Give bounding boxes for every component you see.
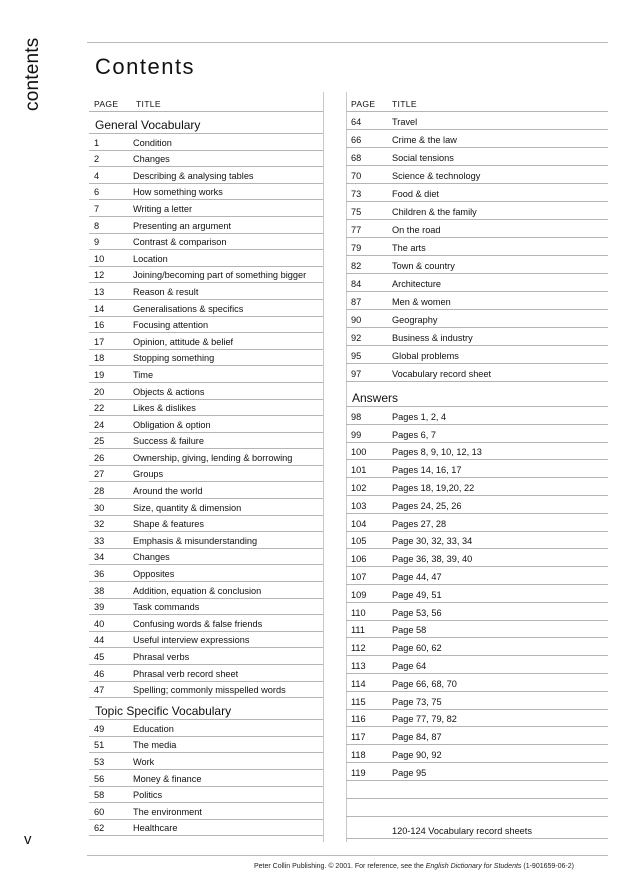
list-item: [346, 425, 608, 443]
entry-title: Work: [133, 756, 155, 767]
entry-page: 53: [94, 756, 105, 767]
entry-title: Food & diet: [392, 189, 439, 199]
entry-page: 1: [94, 137, 100, 148]
list-item: [89, 200, 323, 217]
entry-page: 99: [351, 429, 362, 440]
entry-page: 6: [94, 187, 100, 198]
entry-title: Size, quantity & dimension: [133, 502, 242, 513]
entry-page: 111: [351, 625, 365, 636]
list-item: [346, 478, 608, 496]
list-item: [346, 112, 608, 130]
footer-book-title: English Dictionary for Students: [425, 863, 522, 870]
entry-page: 30: [94, 502, 105, 513]
list-item: [89, 317, 323, 334]
list-item: [346, 496, 608, 514]
entry-page: 62: [94, 823, 105, 834]
list-item: [89, 820, 323, 837]
list-item: [89, 648, 323, 665]
bottom-rule: [87, 855, 608, 856]
entry-title: Phrasal verb record sheet: [133, 668, 239, 679]
entry-title: Travel: [392, 117, 418, 127]
list-item: [346, 585, 608, 603]
entry-title: Around the world: [133, 486, 203, 497]
entry-page: 25: [94, 436, 105, 447]
list-item: [346, 727, 608, 745]
entry-page: 97: [351, 369, 362, 379]
list-item: [89, 499, 323, 516]
list-item: [346, 328, 608, 346]
entry-page: 105: [351, 536, 367, 547]
section-title: Answers: [352, 391, 399, 405]
list-item: [89, 167, 323, 184]
list-item: [346, 238, 608, 256]
list-item: [89, 416, 323, 433]
entry-page: 87: [351, 297, 362, 307]
entry-page: 9: [94, 237, 100, 248]
entry-page: 14: [94, 303, 105, 314]
entry-title: Pages 24, 25, 26: [392, 500, 462, 511]
list-item: [346, 256, 608, 274]
entry-title: Opinion, attitude & belief: [133, 336, 234, 347]
entry-title: Town & country: [392, 261, 455, 271]
entry-title: Groups: [133, 469, 164, 480]
entry-page: 114: [351, 678, 366, 689]
entry-title: Likes & dislikes: [133, 403, 196, 414]
entry-page: 117: [351, 732, 366, 743]
section-heading: [89, 112, 323, 134]
list-item: [89, 433, 323, 450]
left-column-border: [323, 92, 324, 842]
entry-title: Confusing words & false friends: [133, 618, 263, 629]
entry-page: 18: [94, 353, 105, 364]
list-item: [346, 202, 608, 220]
entry-title: Social tensions: [392, 153, 454, 163]
entry-page: 70: [351, 171, 362, 181]
entry-title: Page 95: [392, 767, 427, 778]
list-item: [89, 400, 323, 417]
entry-title: Pages 27, 28: [392, 518, 447, 529]
section-heading: [89, 698, 323, 720]
entry-title: Writing a letter: [133, 203, 193, 214]
list-item: [346, 621, 608, 639]
entry-page: 84: [351, 279, 362, 289]
entry-title: Crime & the law: [392, 135, 457, 145]
entry-page: 56: [94, 773, 105, 784]
list-item: [89, 333, 323, 350]
entry-title: Stopping something: [133, 353, 215, 364]
entry-title: Location: [133, 253, 168, 264]
entry-page: 39: [94, 602, 105, 613]
section-heading: [346, 382, 608, 407]
entry-title: Money & finance: [133, 773, 202, 784]
entry-title: Men & women: [392, 297, 451, 307]
entry-title: Pages 14, 16, 17: [392, 465, 462, 476]
top-rule: [87, 42, 608, 43]
entry-page: 103: [351, 500, 367, 511]
entry-page: 79: [351, 243, 362, 253]
footer-text: Peter Collin Publishing. © 2001. For reference, see the: [254, 863, 426, 870]
entry-page: 40: [94, 618, 105, 629]
entry-title: Page 66, 68, 70: [392, 678, 457, 689]
entry-title: The environment: [133, 806, 202, 817]
list-item: [89, 565, 323, 582]
entry-title: Page 36, 38, 39, 40: [392, 554, 473, 565]
entry-page: 110: [351, 607, 366, 618]
list-item: [346, 763, 608, 781]
list-item: [346, 817, 608, 839]
list-item: [89, 217, 323, 234]
entry-page: 8: [94, 220, 100, 231]
entry-title: Business & industry: [392, 333, 473, 343]
list-item: [346, 443, 608, 461]
entry-page: 95: [351, 351, 362, 361]
entry-title: Condition: [133, 137, 172, 148]
entry-page: 44: [94, 635, 105, 646]
title-header: TITLE: [392, 99, 417, 109]
entry-page: 92: [351, 333, 362, 343]
entry-title: Page 77, 79, 82: [392, 714, 457, 725]
list-item: [89, 737, 323, 754]
entry-title: The media: [133, 740, 177, 751]
blank-row: [346, 781, 608, 799]
entry-page: 100: [351, 447, 367, 458]
contents-column-left: [89, 92, 323, 836]
entry-title: Describing & analysing tables: [133, 170, 254, 181]
entry-page: 34: [94, 552, 105, 563]
list-item: [346, 514, 608, 532]
entry-title: Ownership, giving, lending & borrowing: [133, 452, 293, 463]
list-item: [89, 134, 323, 151]
entry-title: How something works: [133, 187, 223, 198]
entry-page: 98: [351, 411, 362, 422]
list-item: [89, 267, 323, 284]
list-item: [346, 292, 608, 310]
footer-isbn: (1-901659-06-2): [521, 863, 574, 870]
entry-page: 51: [94, 740, 105, 751]
list-item: [346, 567, 608, 585]
list-item: [346, 549, 608, 567]
entry-page: 16: [94, 320, 105, 331]
entry-title: Success & failure: [133, 436, 204, 447]
list-item: [89, 449, 323, 466]
list-item: [346, 184, 608, 202]
entry-page: 17: [94, 336, 105, 347]
entry-page: 116: [351, 714, 366, 725]
list-item: [89, 283, 323, 300]
column-header: [89, 92, 323, 112]
entry-title: Spelling; commonly misspelled words: [133, 685, 286, 696]
entry-page: 64: [351, 117, 362, 127]
list-item: [346, 130, 608, 148]
entry-title: Page 60, 62: [392, 643, 442, 654]
entry-title: Objects & actions: [133, 386, 205, 397]
column-header: [346, 92, 608, 112]
entry-title: Joining/becoming part of something bigger: [133, 270, 307, 281]
entry-title: Page 53, 56: [392, 607, 442, 618]
list-item: [89, 350, 323, 367]
list-item: [89, 532, 323, 549]
list-item: [89, 599, 323, 616]
entry-title: Page 58: [392, 625, 427, 636]
entry-title: Obligation & option: [133, 419, 211, 430]
entry-page: 24: [94, 419, 105, 430]
list-item: [346, 220, 608, 238]
entry-page: 90: [351, 315, 362, 325]
list-item: [346, 656, 608, 674]
list-item: [89, 366, 323, 383]
entry-page: 73: [351, 189, 362, 199]
entry-title: Healthcare: [133, 823, 178, 834]
entry-page: 113: [351, 660, 366, 671]
entry-page: 47: [94, 685, 105, 696]
entry-title: Science & technology: [392, 171, 481, 181]
entry-title: Page 44, 47: [392, 571, 442, 582]
entry-page: 58: [94, 790, 105, 801]
list-item: [346, 274, 608, 292]
section-title: Topic Specific Vocabulary: [95, 704, 232, 719]
entry-title: Emphasis & misunderstanding: [133, 535, 258, 546]
entry-page: 33: [94, 535, 105, 546]
entry-title: Vocabulary record sheet: [392, 369, 492, 379]
entry-page: 75: [351, 207, 362, 217]
entry-page: 27: [94, 469, 105, 480]
list-item: [89, 803, 323, 820]
entry-page: 32: [94, 519, 105, 530]
entry-page: 102: [351, 482, 367, 493]
list-item: [89, 151, 323, 168]
list-item: [89, 665, 323, 682]
entry-title: 120-124 Vocabulary record sheets: [392, 825, 532, 836]
list-item: [346, 532, 608, 550]
list-item: [346, 346, 608, 364]
list-item: [89, 383, 323, 400]
list-item: [89, 582, 323, 599]
entry-page: 101: [351, 465, 367, 476]
list-item: [346, 166, 608, 184]
page-header: PAGE: [94, 99, 119, 109]
entry-page: 2: [94, 154, 100, 165]
entry-title: Page 84, 87: [392, 732, 442, 743]
entry-page: 106: [351, 554, 367, 565]
entry-page: 13: [94, 286, 105, 297]
entry-page: 82: [351, 261, 362, 271]
entry-title: Pages 6, 7: [392, 429, 436, 440]
entry-title: Geography: [392, 315, 438, 325]
entry-title: On the road: [392, 225, 441, 235]
entry-title: Page 30, 32, 33, 34: [392, 536, 473, 547]
list-item: [346, 638, 608, 656]
entry-title: Pages 8, 9, 10, 12, 13: [392, 447, 482, 458]
entry-title: Page 73, 75: [392, 696, 442, 707]
list-item: [89, 787, 323, 804]
entry-title: Pages 1, 2, 4: [392, 411, 447, 422]
entry-title: Opposites: [133, 569, 175, 580]
list-item: [346, 407, 608, 425]
list-item: [89, 682, 323, 699]
list-item: [89, 184, 323, 201]
list-item: [346, 460, 608, 478]
list-item: [89, 615, 323, 632]
title-header: TITLE: [136, 99, 161, 109]
entry-page: 4: [94, 170, 100, 181]
entry-page: 60: [94, 806, 105, 817]
list-item: [89, 549, 323, 566]
entry-page: 7: [94, 203, 100, 214]
entry-title: Page 90, 92: [392, 749, 442, 760]
list-item: [89, 516, 323, 533]
entry-title: Generalisations & specifics: [133, 303, 244, 314]
entry-page: 26: [94, 452, 105, 463]
list-item: [89, 482, 323, 499]
list-item: [346, 745, 608, 763]
list-item: [89, 234, 323, 251]
entry-page: 104: [351, 518, 367, 529]
list-item: [346, 692, 608, 710]
side-tab-label: contents: [22, 38, 43, 112]
page-number: v: [24, 831, 32, 848]
section-title: General Vocabulary: [95, 118, 201, 132]
contents-column-right: [346, 92, 608, 839]
entry-page: 49: [94, 723, 105, 734]
entry-page: 118: [351, 749, 366, 760]
list-item: [89, 250, 323, 267]
list-item: [89, 720, 323, 737]
entry-page: 107: [351, 571, 367, 582]
entry-title: Politics: [133, 790, 163, 801]
list-item: [346, 603, 608, 621]
entry-page: 12: [94, 270, 105, 281]
list-item: [346, 310, 608, 328]
list-item: [346, 364, 608, 382]
list-item: [89, 632, 323, 649]
entry-title: Children & the family: [392, 207, 477, 217]
entry-title: Addition, equation & conclusion: [133, 585, 262, 596]
entry-page: 46: [94, 668, 105, 679]
list-item: [346, 710, 608, 728]
entry-title: Architecture: [392, 279, 442, 289]
page-header: PAGE: [351, 99, 376, 109]
entry-title: Task commands: [133, 602, 200, 613]
entry-title: Changes: [133, 552, 170, 563]
entry-page: 45: [94, 652, 105, 662]
entry-page: 22: [94, 403, 105, 414]
entry-title: Education: [133, 723, 174, 734]
entry-title: The arts: [392, 243, 426, 253]
blank-row: [346, 799, 608, 817]
list-item: [89, 770, 323, 787]
entry-page: 66: [351, 135, 362, 145]
entry-title: Changes: [133, 154, 170, 165]
entry-page: 20: [94, 386, 105, 397]
list-item: [346, 674, 608, 692]
list-item: [346, 148, 608, 166]
entry-page: 77: [351, 225, 362, 235]
entry-page: 115: [351, 696, 366, 707]
entry-title: Pages 18, 19,20, 22: [392, 482, 475, 493]
entry-page: 28: [94, 486, 105, 497]
list-item: [89, 753, 323, 770]
entry-title: Contrast & comparison: [133, 237, 227, 248]
entry-title: Presenting an argument: [133, 220, 232, 231]
entry-page: 19: [94, 369, 105, 380]
entry-title: Time: [133, 369, 154, 380]
entry-title: Shape & features: [133, 519, 204, 530]
page-title: Contents: [95, 54, 196, 79]
entry-title: Global problems: [392, 351, 459, 361]
entry-title: Page 64: [392, 660, 427, 671]
entry-page: 36: [94, 569, 105, 580]
entry-page: 10: [94, 253, 105, 264]
entry-title: Useful interview expressions: [133, 635, 250, 646]
entry-title: Reason & result: [133, 286, 199, 297]
entry-page: 119: [351, 767, 366, 778]
list-item: [89, 300, 323, 317]
entry-title: Phrasal verbs: [133, 652, 190, 662]
list-item: [89, 466, 323, 483]
entry-title: Focusing attention: [133, 320, 209, 331]
entry-page: 109: [351, 589, 367, 600]
entry-page: 112: [351, 643, 366, 654]
footer-note: [254, 862, 574, 872]
entry-title: Page 49, 51: [392, 589, 442, 600]
entry-page: 68: [351, 153, 362, 163]
entry-page: 38: [94, 585, 105, 596]
